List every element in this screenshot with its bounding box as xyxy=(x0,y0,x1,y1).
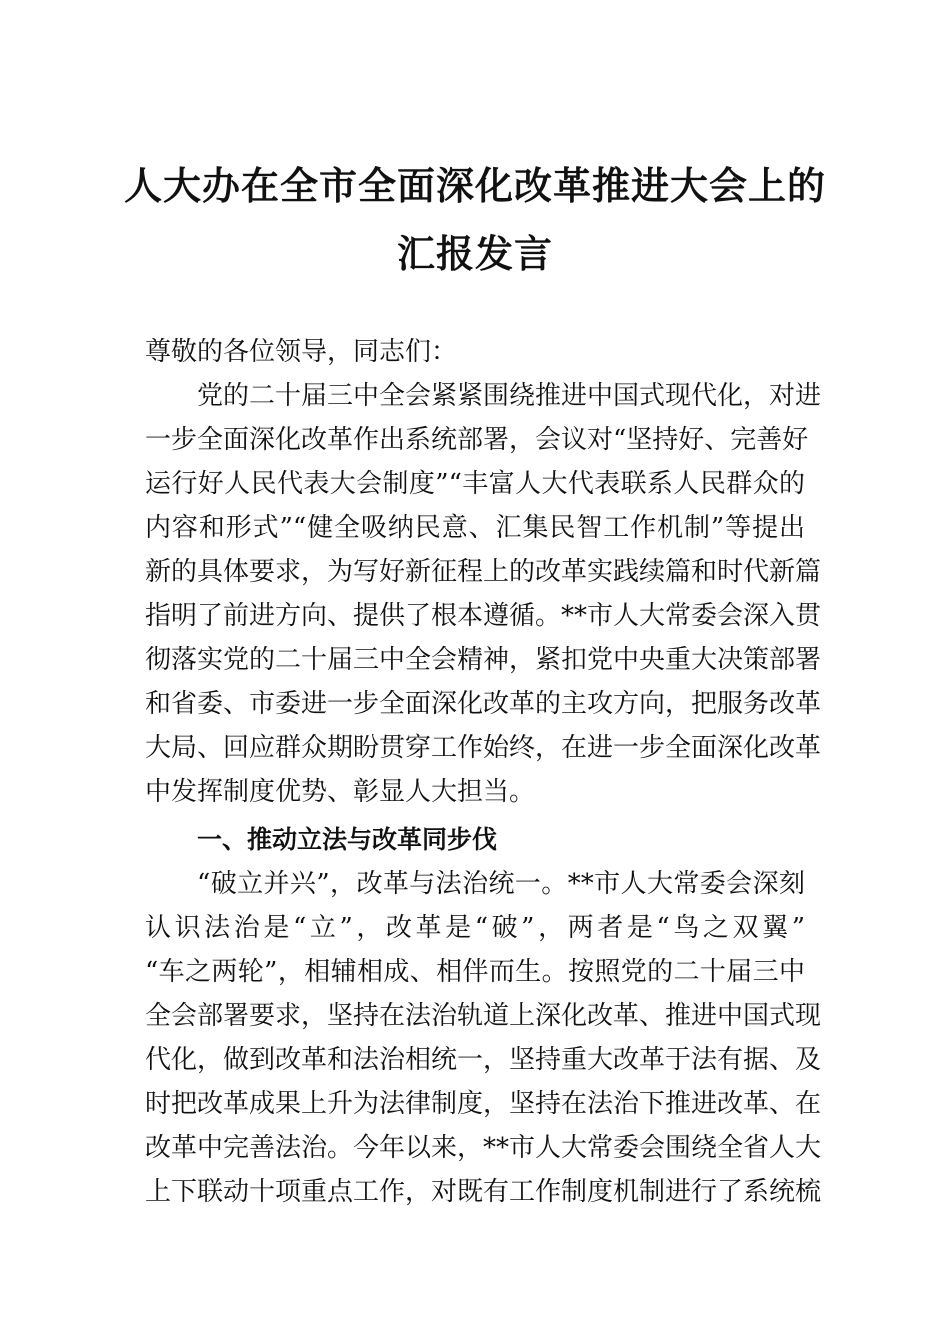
paragraph-line: 党的二十届三中全会紧紧围绕推进中国式现代化，对进 xyxy=(197,381,822,411)
paragraph-line: 内容和形式”“健全吸纳民意、汇集民智工作机制”等提出 xyxy=(145,513,805,543)
paragraph-line: “车之两轮”，相辅相成、相伴而生。按照党的二十届三中 xyxy=(145,957,805,987)
paragraph-line: 彻落实党的二十届三中全会精神，紧扣党中央重大决策部署 xyxy=(145,645,822,675)
section-heading: 一、推动立法与改革同步伐 xyxy=(197,825,498,854)
paragraph-line: 代化，做到改革和法治相统一，坚持重大改革于法有据、及 xyxy=(145,1045,822,1075)
paragraph-line: “破立并兴”，改革与法治统一。**市人大常委会深刻 xyxy=(197,869,805,899)
paragraph-line: 时把改革成果上升为法律制度，坚持在法治下推进改革、在 xyxy=(145,1089,822,1119)
paragraph-line: 改革中完善法治。今年以来，**市人大常委会围绕全省人大 xyxy=(145,1133,822,1163)
paragraph-line: 全会部署要求，坚持在法治轨道上深化改革、推进中国式现 xyxy=(145,1001,822,1031)
paragraph-line: 大局、回应群众期盼贯穿工作始终，在进一步全面深化改革 xyxy=(145,733,822,763)
paragraph-line: 认识法治是“立”，改革是“破”，两者是“鸟之双翼” xyxy=(145,913,805,943)
document-title-line-2: 汇报发言 xyxy=(396,231,553,276)
paragraph-line: 一步全面深化改革作出系统部署，会议对“坚持好、完善好 xyxy=(145,425,809,455)
paragraph-line: 中发挥制度优势、彰显人大担当。 xyxy=(145,777,536,807)
greeting: 尊敬的各位领导，同志们： xyxy=(145,337,458,367)
document-title-line-1: 人大办在全市全面深化改革推进大会上的 xyxy=(123,163,826,208)
paragraph-line: 指明了前进方向、提供了根本遵循。**市人大常委会深入贯 xyxy=(145,601,822,631)
paragraph-line: 运行好人民代表大会制度”“丰富人大代表联系人民群众的 xyxy=(145,469,805,499)
paragraph-line: 新的具体要求，为写好新征程上的改革实践续篇和时代新篇 xyxy=(145,557,822,587)
paragraph-line: 和省委、市委进一步全面深化改革的主攻方向，把服务改革 xyxy=(145,689,822,719)
paragraph-line: 上下联动十项重点工作，对既有工作制度机制进行了系统梳 xyxy=(145,1177,822,1207)
